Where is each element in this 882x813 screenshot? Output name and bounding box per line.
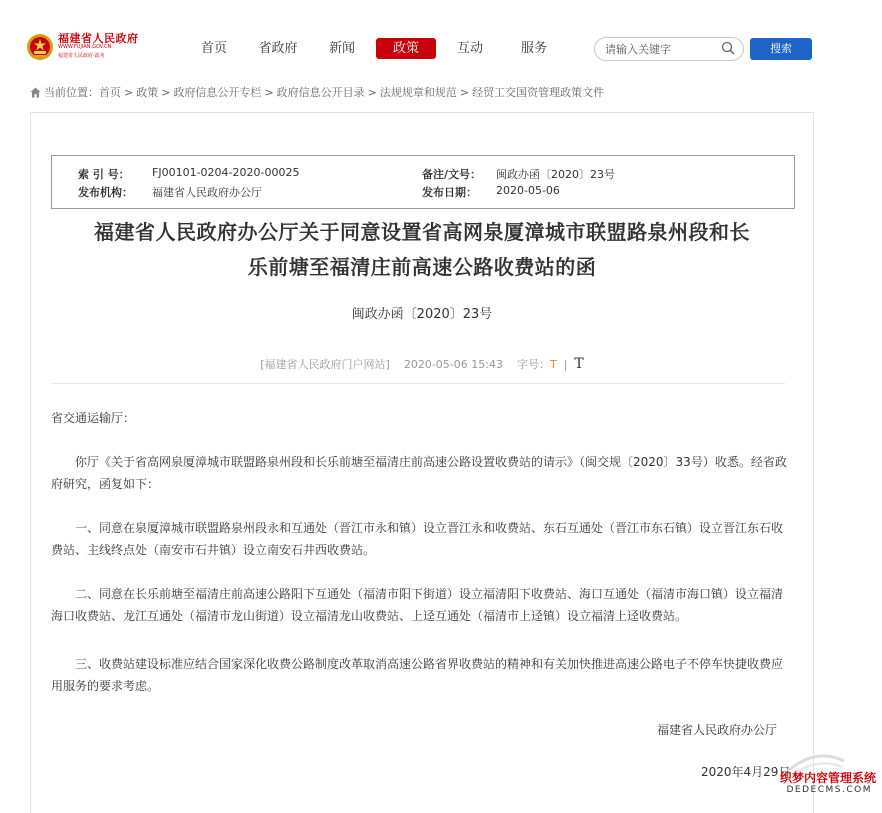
publish-date-value: 2020-05-06 bbox=[496, 184, 560, 197]
breadcrumb-separator: > bbox=[161, 86, 171, 99]
sign-date: 2020年4月29日 bbox=[701, 765, 791, 779]
breadcrumb-item-current[interactable]: 经贸工交国资管理政策文件 bbox=[472, 86, 605, 99]
body-paragraph: 你厅《关于省高网泉厦漳城市联盟路泉州段和长乐前塘至福清庄前高速公路设置收费站的请示》（闽交规〔2020〕33号）收悉。经省政府研究，函复如下： bbox=[51, 455, 787, 491]
breadcrumb-separator: > bbox=[264, 86, 274, 99]
breadcrumb-prefix: 当前位置： bbox=[44, 86, 99, 99]
logo-tagline: 福建省人民政府·政务 bbox=[58, 53, 105, 59]
index-number-value: FJ00101-0204-2020-00025 bbox=[152, 166, 300, 179]
divider bbox=[51, 383, 785, 384]
watermark-sub: DEDECMS.COM bbox=[786, 785, 872, 795]
breadcrumb-item-policy[interactable]: 政策 bbox=[136, 86, 159, 99]
document-number: 闽政办函〔2020〕23号 bbox=[351, 307, 493, 322]
national-emblem-icon bbox=[26, 32, 54, 62]
breadcrumb-separator: > bbox=[459, 86, 470, 99]
font-size-small-button[interactable]: T bbox=[549, 358, 557, 371]
watermark-main: 织梦内容管理系统 bbox=[779, 771, 876, 785]
search-icon[interactable] bbox=[721, 41, 735, 55]
search-box bbox=[594, 37, 744, 61]
nav-home[interactable]: 首页 bbox=[200, 41, 227, 56]
watermark bbox=[676, 751, 876, 795]
breadcrumb-separator: > bbox=[367, 86, 377, 99]
breadcrumb-separator: > bbox=[124, 86, 134, 99]
breadcrumb-item-home[interactable]: 首页 bbox=[99, 86, 121, 99]
signature: 福建省人民政府办公厅 bbox=[657, 723, 778, 737]
font-size-label: 字号： bbox=[516, 358, 550, 371]
article-title-line: 福建省人民政府办公厅关于同意设置省高网泉厦漳城市联盟路泉州段和长 bbox=[94, 220, 750, 244]
publish-date-label: 发布日期： bbox=[422, 186, 477, 199]
logo-name: 福建省人民政府 bbox=[58, 32, 139, 45]
salutation: 省交通运输厅： bbox=[51, 411, 136, 425]
breadcrumb-trail bbox=[44, 86, 604, 100]
body-paragraph: 一、同意在泉厦漳城市联盟路泉州段永和互通处（晋江市永和镇）设立晋江永和收费站、东石互通处（晋江市东石镇）设立晋江东石收费站、主线终点处（南安市石井镇）设立南安石井西收费站。 bbox=[51, 521, 784, 557]
article-datetime: 2020-05-06 15:43 bbox=[403, 358, 503, 371]
body-paragraph: 二、同意在长乐前塘至福清庄前高速公路阳下互通处（福清市阳下街道）设立福清阳下收费站、海口互通处（福清市海口镇）设立福清海口收费站、龙江互通处（福清市龙山街道）设立福清龙山收费站、上迳互通处（福清市上迳镇）设立福清上迳收费站。 bbox=[51, 587, 784, 623]
search-button[interactable]: 搜索 bbox=[750, 38, 812, 60]
site-logo[interactable] bbox=[26, 30, 146, 66]
article-source-line bbox=[31, 356, 813, 372]
font-size-large-button[interactable]: T bbox=[574, 356, 584, 372]
site-header bbox=[0, 0, 882, 80]
remark-label: 备注/文号： bbox=[422, 168, 482, 181]
breadcrumb-item-info-catalog[interactable]: 政府信息公开目录 bbox=[276, 86, 365, 99]
publisher-label: 发布机构： bbox=[78, 186, 133, 199]
nav-province-government[interactable]: 省政府 bbox=[258, 41, 298, 56]
document-meta-table bbox=[51, 155, 795, 209]
article-source: [福建省人民政府门户网站] bbox=[260, 358, 390, 371]
nav-policy[interactable]: 政策 bbox=[376, 38, 436, 59]
article-title-line: 乐前塘至福清庄前高速公路收费站的函 bbox=[247, 255, 597, 279]
publisher-value: 福建省人民政府办公厅 bbox=[152, 186, 262, 199]
breadcrumb-item-info-column[interactable]: 政府信息公开专栏 bbox=[173, 86, 262, 99]
logo-url: WWW.FUJIAN.GOV.CN bbox=[58, 44, 112, 50]
font-size-separator: | bbox=[563, 358, 568, 371]
article-panel bbox=[30, 112, 814, 813]
search-input[interactable] bbox=[603, 40, 719, 58]
breadcrumb-item-regulations[interactable]: 法规规章和规范 bbox=[379, 86, 457, 99]
body-paragraph: 三、收费站建设标准应结合国家深化收费公路制度改革取消高速公路省界收费站的精神和有关加快推进高速公路电子不停车快捷收费应用服务的要求考虑。 bbox=[51, 657, 784, 693]
home-icon bbox=[30, 87, 41, 98]
index-number-label: 索 引 号： bbox=[78, 168, 130, 181]
remark-value: 闽政办函〔2020〕23号 bbox=[496, 168, 615, 181]
nav-services[interactable]: 服务 bbox=[520, 41, 547, 56]
nav-interaction[interactable]: 互动 bbox=[456, 41, 483, 56]
nav-news[interactable]: 新闻 bbox=[328, 41, 355, 56]
article-title bbox=[41, 215, 803, 285]
